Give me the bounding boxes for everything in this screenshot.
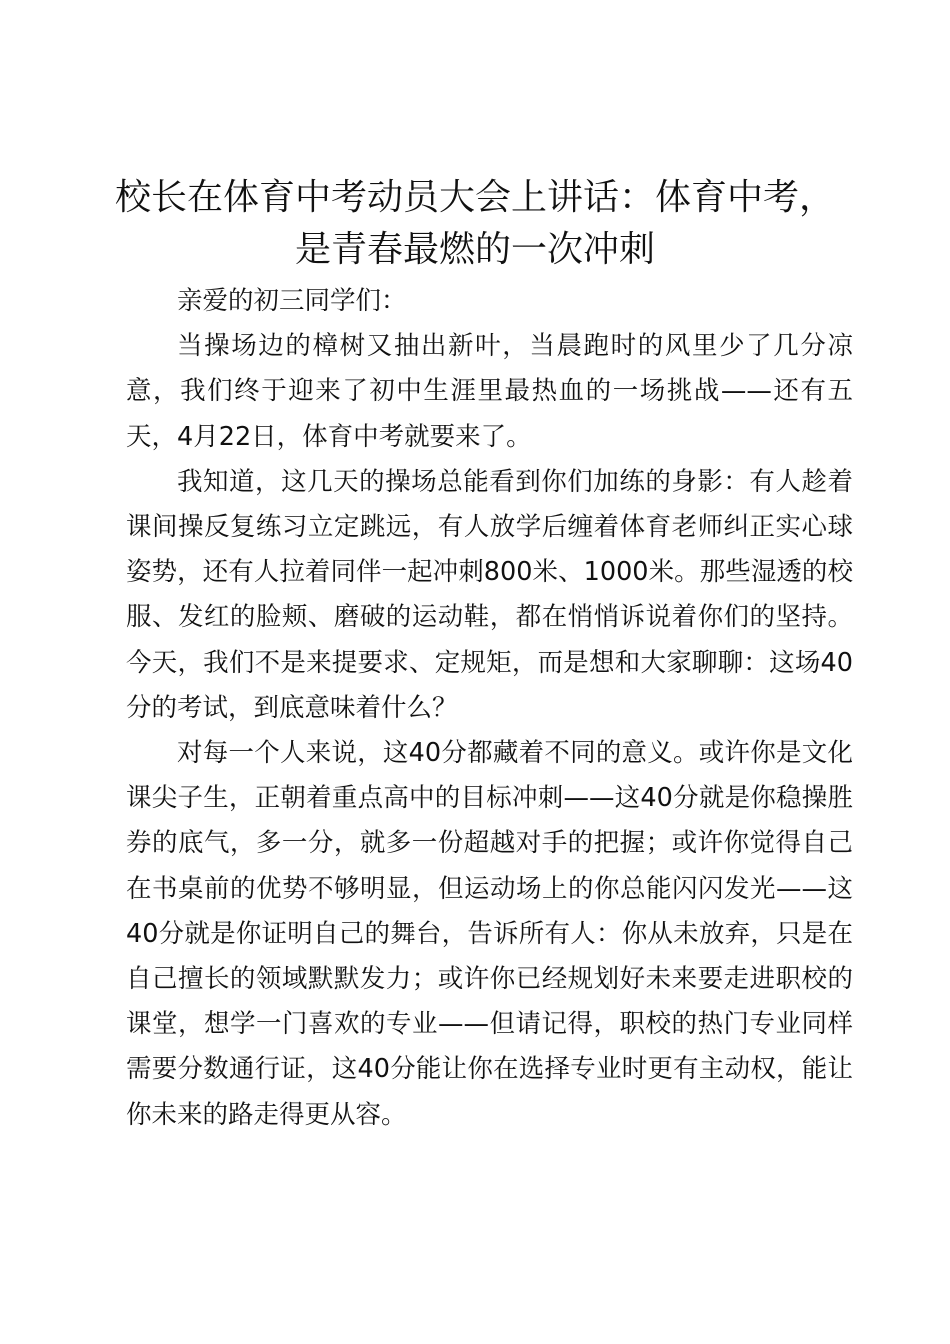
title-line-2: 是青春最燃的一次冲刺	[294, 229, 655, 270]
paragraph-meaning: 对每一个人来说，这40分都藏着不同的意义。或许你是文化课尖子生，正朝着重点高中的目标冲刺——这40分就是你稳操胜券的底气，多一分，就多一份超越对手的把握；或许你觉得自己在书桌前的优势不够明显，但运动场上的你总能闪闪发光——这40分就是你证明自己的舞台，告诉所有人：你从未放弃，只是在自己擅长的领域默默发力；或许你已经规划好未来要走进职校的课堂，想学一门喜欢的专业——但请记得，职校的热门专业同样需要分数通行证，这40分能让你在选择专业时更有主动权，能让你未来的路走得更从容。	[126, 738, 853, 1130]
title-line-1: 校长在体育中考动员大会上讲话：体育中考，	[114, 177, 835, 218]
paragraph-intro: 当操场边的樟树又抽出新叶，当晨跑时的风里少了几分凉意，我们终于迎来了初中生涯里最热血的一场挑战——还有五天，4月22日，体育中考就要来了。	[126, 331, 853, 452]
salutation: 亲爱的初三同学们：	[177, 286, 407, 316]
paragraph-training: 我知道，这几天的操场总能看到你们加练的身影：有人趁着课间操反复练习立定跳远，有人放学后缠着体育老师纠正实心球姿势，还有人拉着同伴一起冲刺800米、1000米。那些湿透的校服、发红的脸颊、磨破的运动鞋，都在悄悄诉说着你们的坚持。今天，我们不是来提要求、定规矩，而是想和大家聊聊：这场40分的考试，到底意味着什么？	[126, 466, 853, 723]
document-title	[100, 172, 850, 276]
document-body	[126, 279, 853, 1138]
